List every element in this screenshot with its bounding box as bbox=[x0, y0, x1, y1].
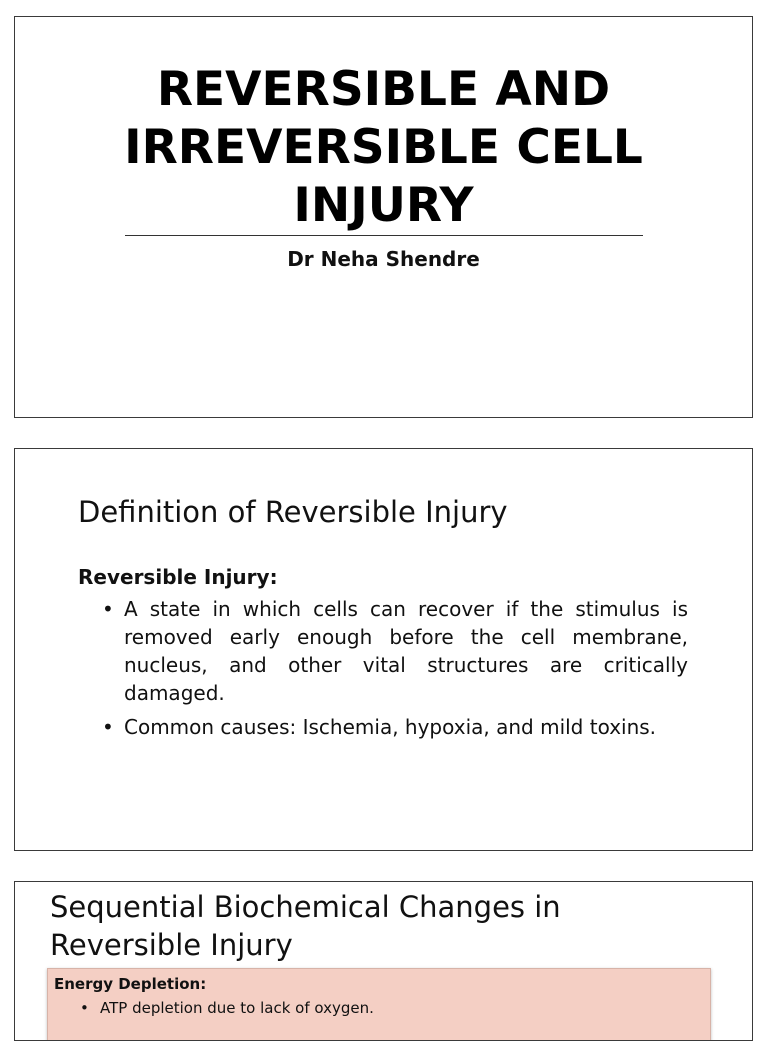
definition-heading: Definition of Reversible Injury bbox=[78, 495, 508, 529]
definition-slide bbox=[14, 448, 753, 851]
bullet-text: A state in which cells can recover if the stimulus is removed early enough before the cell membrane, nucleus, and other vital structures are critically damaged. bbox=[124, 597, 688, 705]
energy-depletion-title: Energy Depletion: bbox=[54, 975, 207, 993]
title-divider bbox=[125, 235, 643, 236]
biochemical-changes-slide bbox=[14, 881, 753, 1041]
bullet-icon: • bbox=[102, 597, 114, 621]
energy-depletion-box bbox=[47, 968, 711, 1041]
slide-title-line-1: REVERSIBLE AND bbox=[156, 62, 611, 117]
biochemical-heading-line-1: Sequential Biochemical Changes in bbox=[50, 890, 561, 924]
box-bullet-item bbox=[54, 998, 704, 1018]
slide-title-line-2: IRREVERSIBLE CELL bbox=[124, 120, 643, 175]
bullet-icon: • bbox=[80, 999, 89, 1017]
slide-title-line-3: INJURY bbox=[293, 178, 474, 233]
box-bullet-text: ATP depletion due to lack of oxygen. bbox=[100, 999, 374, 1017]
bullet-text: Common causes: Ischemia, hypoxia, and mild toxins. bbox=[124, 715, 657, 739]
bullet-icon: • bbox=[102, 715, 114, 739]
author-name: Dr Neha Shendre bbox=[287, 247, 480, 271]
energy-depletion-list bbox=[54, 998, 704, 1018]
definition-subheading: Reversible Injury: bbox=[78, 565, 278, 589]
biochemical-heading-line-2: Reversible Injury bbox=[50, 928, 293, 962]
title-slide bbox=[14, 16, 753, 418]
slide-title bbox=[15, 61, 752, 235]
bullet-item bbox=[78, 713, 688, 741]
biochemical-heading bbox=[50, 888, 561, 964]
definition-bullet-list bbox=[78, 595, 688, 747]
bullet-item bbox=[78, 595, 688, 707]
